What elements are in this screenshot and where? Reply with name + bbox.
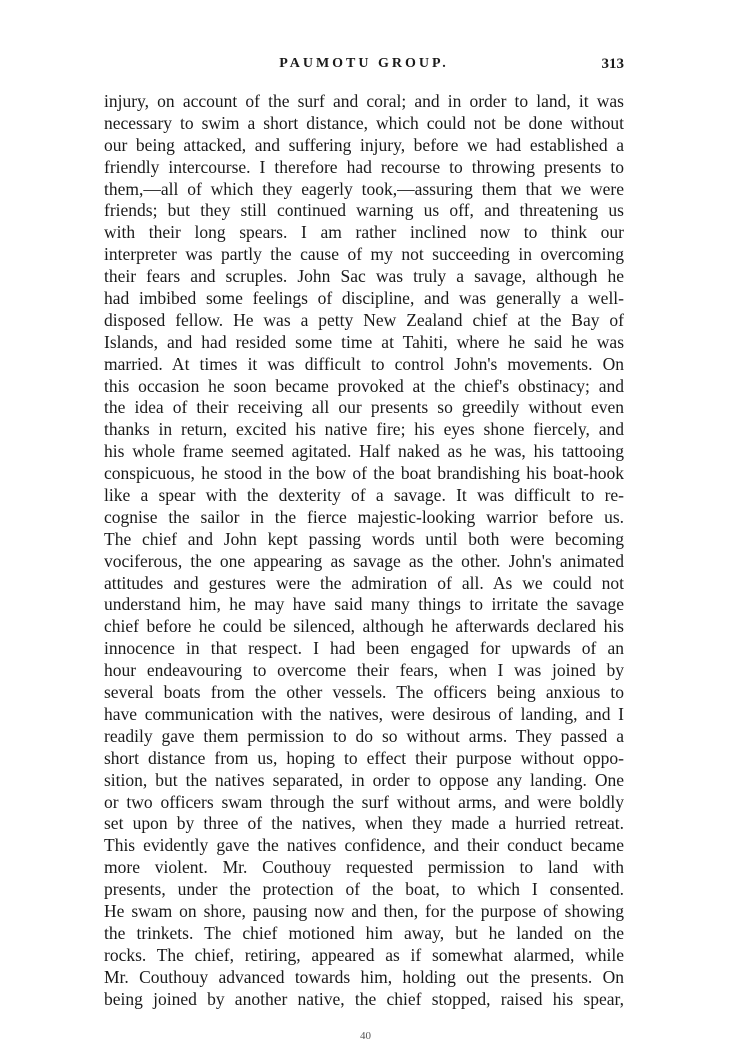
text-line: readily gave them permission to do so without arms. They passed a [104,725,624,746]
text-line: have communication with the natives, were desirous of landing, and I [104,703,624,724]
text-line: cognise the sailor in the fierce majestic-looking warrior before us. [104,506,624,527]
text-line: This evidently gave the natives confidence, and their conduct became [104,835,624,856]
text-line: set upon by three of the natives, when they made a hurried retreat. [104,813,624,834]
text-line: them,—all of which they eagerly took,—assuring them that we were [104,178,624,199]
text-line: like a spear with the dexterity of a savage. It was difficult to re- [104,485,624,506]
text-line: short distance from us, hoping to effect their purpose without oppo- [104,747,624,768]
text-line: the trinkets. The chief motioned him away, but he landed on the [104,922,624,943]
text-line: The chief and John kept passing words until both were becoming [104,528,624,549]
running-head [104,56,624,80]
text-line: interpreter was partly the cause of my not succeeding in overcoming [104,244,624,265]
text-line: Mr. Couthouy advanced towards him, holding out the presents. On [104,966,624,987]
text-line: disposed fellow. He was a petty New Zealand chief at the Bay of [104,309,624,330]
text-line: his whole frame seemed agitated. Half naked as he was, his tattooing [104,441,624,462]
text-line: hour endeavouring to overcome their fears, when I was joined by [104,660,624,681]
text-line: chief before he could be silenced, although he afterwards declared his [104,616,624,637]
text-line: necessary to swim a short distance, which could not be done without [104,112,624,133]
text-line: Islands, and had resided some time at Tahiti, where he said he was [104,331,624,352]
signature-mark: 40 [360,1030,371,1040]
text-line: with their long spears. I am rather inclined now to think our [104,222,624,243]
text-line: married. At times it was difficult to control John's movements. On [104,353,624,374]
text-line: attitudes and gestures were the admiration of all. As we could not [104,572,624,593]
text-line: understand him, he may have said many things to irritate the savage [104,594,624,615]
text-line: being joined by another native, the chief stopped, raised his spear, [104,988,624,1009]
text-line: innocence in that respect. I had been engaged for upwards of an [104,638,624,659]
text-line: vociferous, the one appearing as savage as the other. John's animated [104,550,624,571]
text-line: more violent. Mr. Couthouy requested permission to land with [104,857,624,878]
text-line: presents, under the protection of the boat, to which I consented. [104,879,624,900]
text-line: injury, on account of the surf and coral; and in order to land, it was [104,91,624,111]
text-line: our being attacked, and suffering injury, before we had established a [104,134,624,155]
text-line: their fears and scruples. John Sac was truly a savage, although he [104,266,624,287]
text-line: friends; but they still continued warning us off, and threatening us [104,200,624,221]
text-line: rocks. The chief, retiring, appeared as if somewhat alarmed, while [104,944,624,965]
running-title: PAUMOTU GROUP. [279,56,449,71]
text-line: had imbibed some feelings of discipline, and was generally a well- [104,288,624,309]
body-text [104,91,624,1010]
text-line: conspicuous, he stood in the bow of the boat brandishing his boat-hook [104,463,624,484]
text-line: sition, but the natives separated, in order to oppose any landing. One [104,769,624,790]
text-line: the idea of their receiving all our presents so greedily without even [104,397,624,418]
text-line: several boats from the other vessels. The officers being anxious to [104,682,624,703]
text-line: thanks in return, excited his native fire; his eyes shone fiercely, and [104,419,624,440]
text-line: He swam on shore, pausing now and then, for the purpose of showing [104,900,624,921]
text-line: friendly intercourse. I therefore had recourse to throwing presents to [104,156,624,177]
text-line: or two officers swam through the surf without arms, and were boldly [104,791,624,812]
page-number: 313 [601,56,624,72]
text-line: this occasion he soon became provoked at the chief's obstinacy; and [104,375,624,396]
